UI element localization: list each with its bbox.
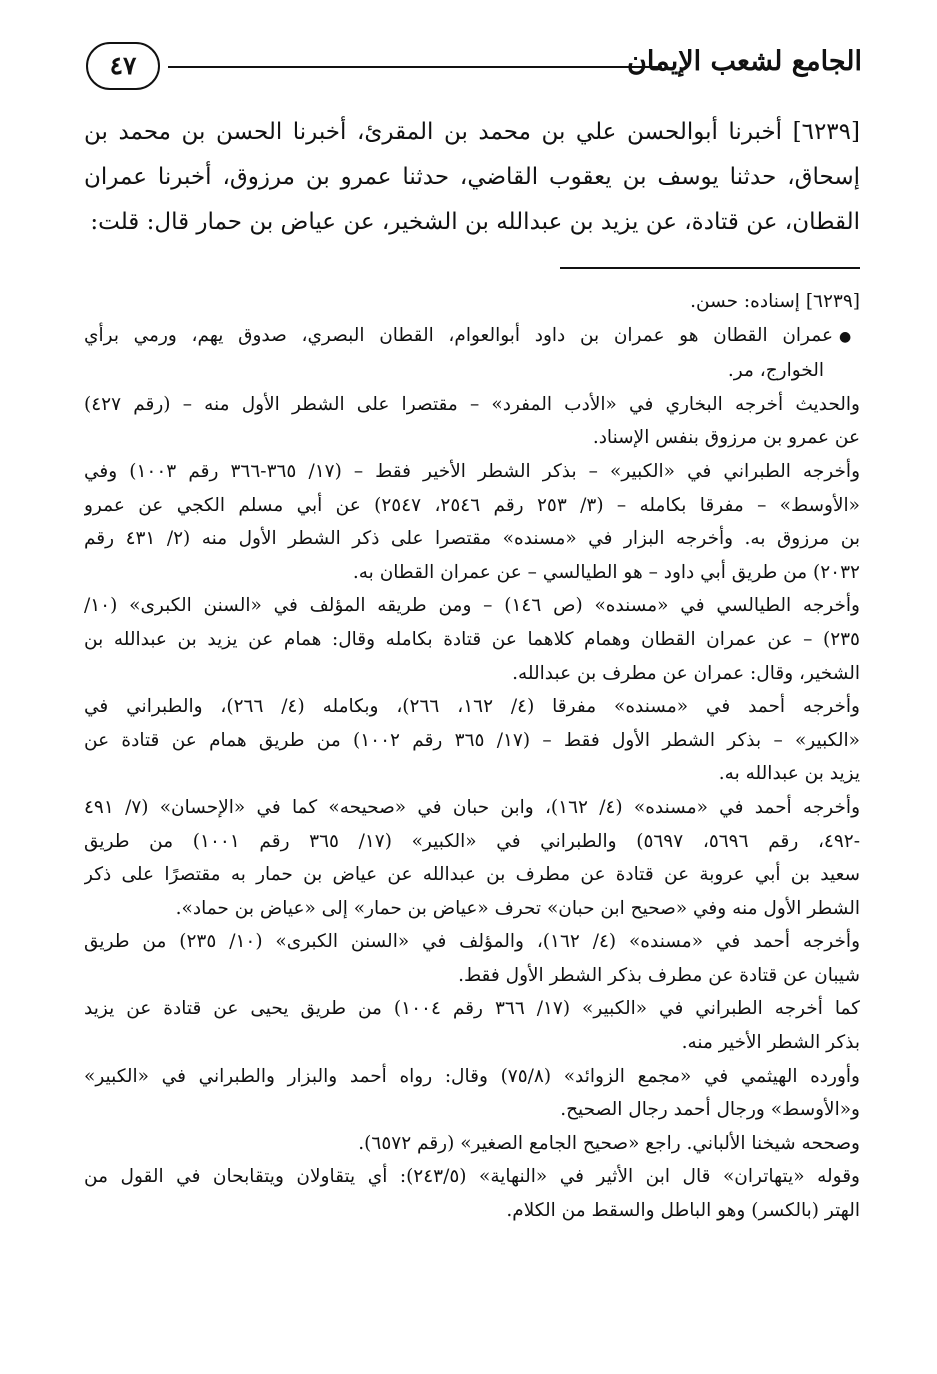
running-header [86, 38, 862, 94]
footnote-line: ٢٣٥) – عن عمران القطان وهمام كلاهما عن قتادة بكامله وقال: همام عن يزيد بن عبدالله بن [84, 628, 860, 650]
footnote-line: سعيد بن أبي عروبة عن قتادة عن مطرف بن عبدالله عن عياض بن حمار به مقتصرًا على ذكر [84, 864, 860, 886]
footnote-line: وصححه شيخنا الألباني. راجع «صحيح الجامع الصغير» (رقم ٦٥٧٢). [358, 1132, 860, 1154]
footnote-line: والحديث أخرجه البخاري في «الأدب المفرد» – مقتصرا على الشطر الأول منه – (رقم ٤٢٧) [84, 393, 860, 415]
footnote-line: بن مرزوق به. وأخرجه البزار في «مسنده» مقتصرا على ذكر الشطر الأول منه (٢/ ٤٣١ رقم [84, 528, 860, 550]
footnote-line: وأخرجه الطيالسي في «مسنده» (ص ١٤٦) – ومن طريقه المؤلف في «السنن الكبرى» (١٠/ [84, 595, 860, 617]
footnote-paragraph [84, 589, 860, 690]
footnote-line [84, 319, 860, 355]
footnote-line: كما أخرجه الطبراني في «الكبير» (١٧/ ٣٦٦ رقم ١٠٠٤) من طريق يحيى عن قتادة عن يزيد [84, 998, 860, 1020]
footnote-separator [560, 267, 860, 269]
hadith-line: [٦٢٣٩] أخبرنا أبوالحسن علي بن محمد بن المقرئ، أخبرنا الحسن بن محمد بن [84, 119, 860, 145]
footnote-line: وأخرجه أحمد في «مسنده» (٤/ ١٦٢)، والمؤلف في «السنن الكبرى» (١٠/ ٢٣٥) من طريق [84, 931, 860, 953]
footnote-line: وقوله «يتهاتران» قال ابن الأثير في «النهاية» (٢٤٣/٥): أي يتقاولان ويتقابحان في القول من [84, 1166, 860, 1188]
footnote-line-text: عمران القطان هو عمران بن داود أبوالعوام، القطان البصري، صدوق يهم، ورمي برأي [84, 324, 833, 346]
page-number: ٤٧ [86, 42, 160, 90]
hadith-line: إسحاق، حدثنا يوسف بن يعقوب القاضي، حدثنا عمرو بن مرزوق، أخبرنا عمران [84, 164, 860, 190]
footnote-line: الخوارج، مر. [727, 360, 824, 382]
footnote-paragraph [84, 319, 860, 388]
footnote-line: وأخرجه أحمد في «مسنده» مفرقا (٤/ ١٦٢، ٢٦٦)، وبكامله (٤/ ٢٦٦)، والطبراني في [84, 696, 860, 718]
footnote-paragraph [84, 285, 860, 319]
footnote-paragraph [84, 1060, 860, 1127]
footnote-paragraph [84, 925, 860, 992]
footnote-paragraph [84, 791, 860, 925]
footnote-line: بذكر الشطر الأخير منه. [681, 1032, 860, 1054]
footnote-paragraph [84, 992, 860, 1059]
bullet-icon: ● [839, 328, 860, 345]
footnote-paragraph [84, 1127, 860, 1161]
footnote-line: [٦٢٣٩] إسناده: حسن. [690, 291, 860, 312]
footnote-line: وأخرجه الطبراني في «الكبير» – بذكر الشطر الأخير فقط – (١٧/ ٣٦٥-٣٦٦ رقم ١٠٠٣) وفي [84, 460, 860, 482]
footnote-line: «الأوسط» – مفرقا بكامله – (٣/ ٢٥٣ رقم ٢٥٤٦، ٢٥٤٧) عن أبي مسلم الكجي عن عمرو [84, 494, 860, 516]
footnote-line: شيبان عن قتادة عن مطرف بذكر الشطر الأول فقط. [458, 964, 860, 986]
footnote-line: وأخرجه أحمد في «مسنده» (٤/ ١٦٢)، وابن حبان في «صحيحه» كما في «الإحسان» (٧/ ٤٩١ [84, 796, 860, 818]
footnote-line: عن عمرو بن مرزوق بنفس الإسناد. [592, 427, 860, 449]
footnote-line: الهتر (بالكسر) وهو الباطل والسقط من الكلام. [506, 1200, 860, 1222]
footnote-line: -٤٩٢، رقم ٥٦٩٦، ٥٦٩٧) والطبراني في «الكبير» (١٧/ ٣٦٥ رقم ١٠٠١) من طريق [84, 830, 860, 852]
header-rule [168, 66, 662, 68]
hadith-text [84, 110, 860, 245]
footnote-paragraph [84, 388, 860, 455]
footnote-line: الشطر الأول منه وفي «صحيح ابن حبان» تحرف «عياض بن حمار» إلى «عياض بن حماد». [175, 897, 860, 919]
footnotes [84, 285, 860, 1228]
footnote-line: و«الأوسط» ورجال أحمد رجال الصحيح. [560, 1099, 860, 1121]
footnote-paragraph [84, 690, 860, 791]
footnote-line: يزيد بن عبدالله به. [718, 763, 860, 785]
footnote-paragraph [84, 1160, 860, 1227]
footnote-line: الشخير، وقال: عمران عن مطرف بن عبدالله. [512, 662, 860, 684]
footnote-line: وأورده الهيثمي في «مجمع الزوائد» (٧٥/٨) وقال: رواه أحمد والبزار والطبراني في «الكبير» [84, 1065, 860, 1087]
hadith-line: القطان، عن قتادة، عن يزيد بن عبدالله بن الشخير، عن عياض بن حمار قال: قلت: [90, 209, 860, 235]
footnote-paragraph [84, 455, 860, 589]
footnote-line: «الكبير» – بذكر الشطر الأول فقط – (١٧/ ٣٦٥ رقم ١٠٠٢) من طريق همام عن قتادة عن [84, 729, 860, 751]
footnote-line: ٢٠٣٢) من طريق أبي داود – هو الطيالسي – عن عمران القطان به. [352, 561, 860, 583]
book-title: الجامع لشعب الإيمان [627, 46, 862, 77]
